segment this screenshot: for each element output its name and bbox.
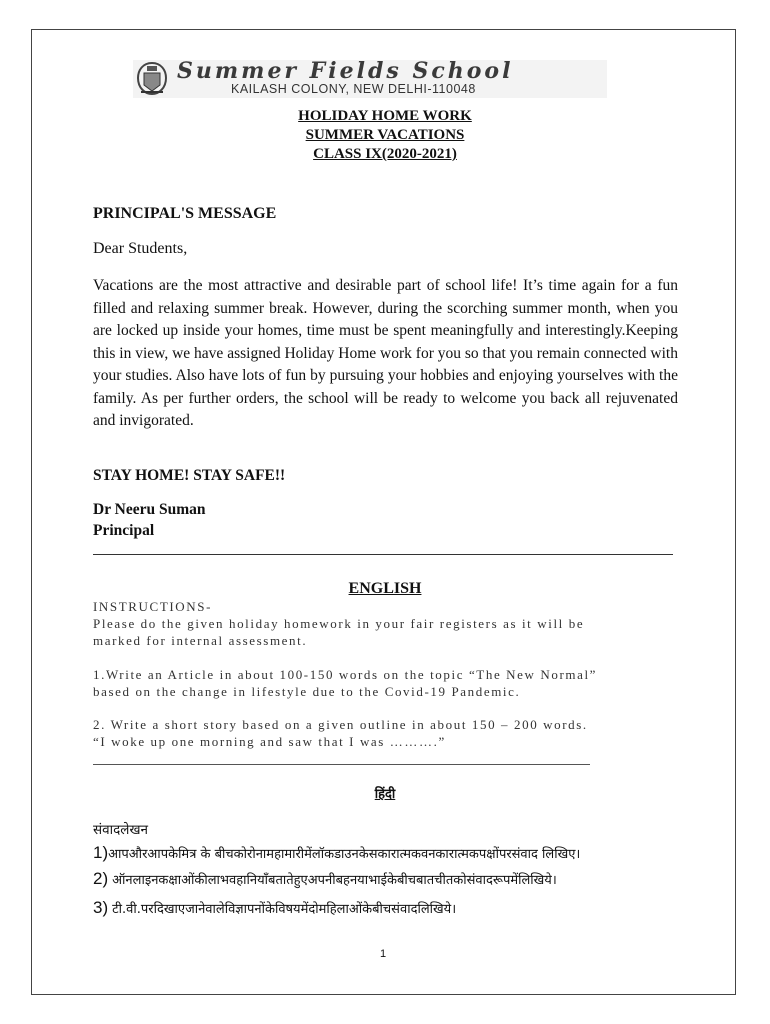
english-title: ENGLISH [348, 580, 422, 597]
school-address: KAILASH COLONY, NEW DELHI-110048 [231, 82, 476, 96]
principal-message-body: Vacations are the most attractive and desirable part of school life! It’s time again for a fun filled and relaxing summer break. However, during the scorching summer month, when you are locked up inside your homes, time must be spent meaningfully and interestingly.Keeping this in view, we have assigned Holiday Home work for you so that you remain connected with your studies. Also have lots of fun by pursuing your hobbies and enjoying yourselves with the family. As per further orders, the school will be ready to welcome you back all rejuvenated and invigorated. [93, 277, 678, 429]
english-instructions-label: INSTRUCTIONS- [93, 599, 213, 614]
english-question-2-line1: 2. Write a short story based on a given outline in about 150 – 200 words. [93, 717, 588, 732]
english-instructions-line1: Please do the given holiday homework in your fair registers as it will be [93, 616, 585, 631]
school-crest-icon [135, 61, 169, 96]
page-number: 1 [380, 948, 387, 960]
school-name: Summer Fields School [177, 58, 514, 84]
heading-class: CLASS IX(2020-2021) [313, 146, 457, 162]
hindi-question-3-text: टी.वी.परदिखाएजानेवालेविज्ञापनोंकेविषयमेंदोमहिलाओंकेबीचसंवादलिखिये। [112, 902, 457, 917]
english-question-2-line2: “I woke up one morning and saw that I was ……….” [93, 734, 446, 749]
slogan: STAY HOME! STAY SAFE!! [93, 467, 286, 484]
principal-message-title: PRINCIPAL'S MESSAGE [93, 205, 277, 222]
english-instructions-line2: marked for internal assessment. [93, 633, 308, 648]
hindi-question-2-text: ऑनलाइनकक्षाओंकीलाभवहानियाँबतातेहुएअपनीबहनयाभाईकेबीचबातचीतकोसंवादरूपमेंलिखिये। [112, 873, 557, 888]
salutation: Dear Students, [93, 240, 188, 257]
hindi-title: हिंदी [374, 787, 396, 802]
hindi-question-2 [93, 869, 557, 889]
hindi-subheading: संवादलेखन [93, 822, 148, 838]
school-logo [133, 60, 607, 98]
english-divider [93, 764, 590, 765]
section-divider [93, 554, 673, 555]
english-question-1-line2: based on the change in lifestyle due to the Covid-19 Pandemic. [93, 684, 521, 699]
hindi-question-1 [93, 843, 580, 863]
heading-subtitle: SUMMER VACATIONS [305, 127, 465, 143]
hindi-question-1-number: 1) [93, 843, 109, 862]
english-question-1-line1: 1.Write an Article in about 100-150 words on the topic “The New Normal” [93, 667, 598, 682]
hindi-question-3 [93, 898, 456, 918]
signatory-name: Dr Neeru Suman [93, 501, 206, 518]
hindi-question-1-text: आपऔरआपकेमित्र के बीचकोरोनामहामारीमेंलॉकडाउनकेसकारात्मकवनकारात्मकपक्षोंपरसंवाद लिखिए। [108, 847, 581, 862]
heading-title: HOLIDAY HOME WORK [298, 108, 472, 124]
hindi-question-3-number: 3) [93, 898, 109, 917]
hindi-question-2-number: 2) [93, 869, 109, 888]
signatory-designation: Principal [93, 522, 155, 539]
